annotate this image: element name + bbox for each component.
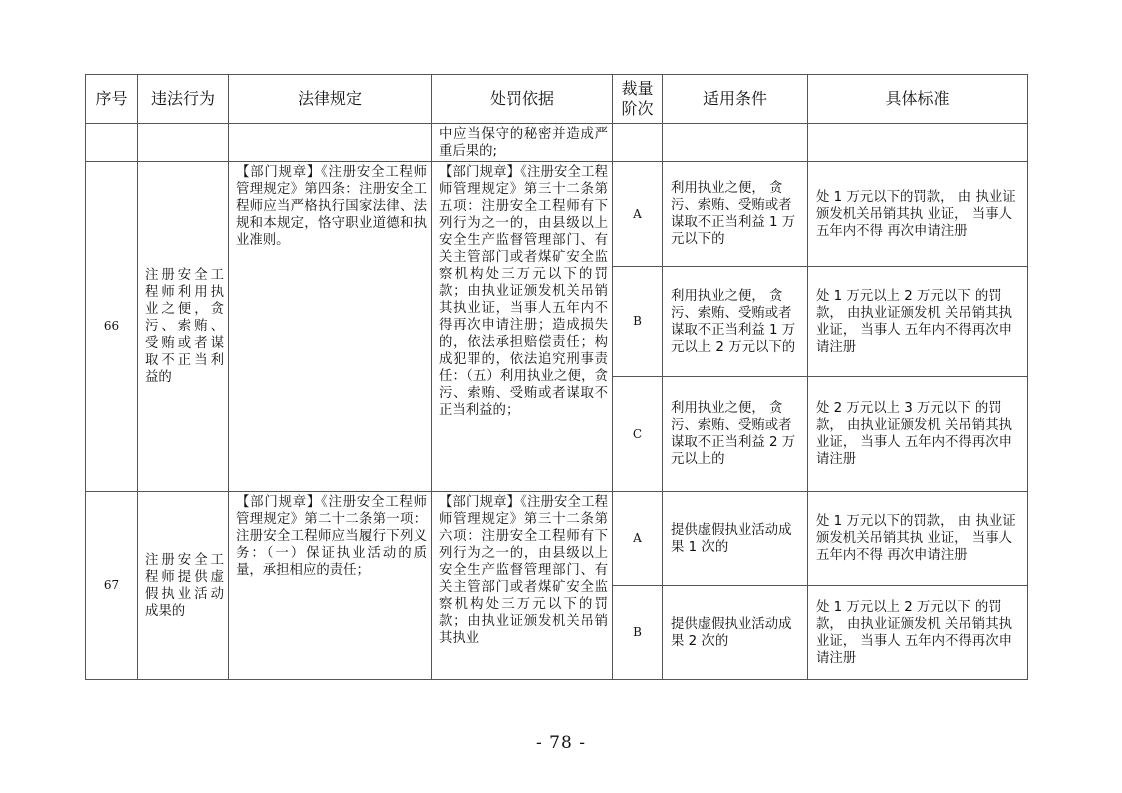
row67-a-cond: 提供虚假执业活动成果 1 次的 xyxy=(663,492,808,586)
row66-law: 【部门规章】《注册安全工程师管理规定》第四条：注册安全工程师应当严格执行国家法律、法规和本规定，恪守职业道德和执业准则。 xyxy=(229,162,432,492)
row66-c-std: 处 2 万元以上 3 万元以下 的罚款， 由执业证颁发机 关吊销其执业证， 当事人 五年内不得再次申请注册 xyxy=(808,377,1028,492)
row66-a-level: A xyxy=(613,162,663,267)
header-no: 序号 xyxy=(86,75,138,124)
row66-b-cond: 利用执业之便， 贪污、索贿、受贿或者谋取不正当利益 1 万元以上 2 万元以下的 xyxy=(663,267,808,377)
header-cond: 适用条件 xyxy=(663,75,808,124)
row66-b-level: B xyxy=(613,267,663,377)
row67-law: 【部门规章】《注册安全工程师管理规定》第二十二条第一项：注册安全工程师应当履行下列义务：（一）保证执业活动的质量，承担相应的责任； xyxy=(229,492,432,680)
header-std: 具体标准 xyxy=(808,75,1028,124)
row67-a-std: 处 1 万元以下的罚款， 由 执业证颁发机关吊销其执 业证， 当事人五年内不得 再次申请注册 xyxy=(808,492,1028,586)
header-row xyxy=(86,75,1028,124)
row66-a-cond: 利用执业之便， 贪污、索贿、受贿或者谋取不正当利益 1 万元以下的 xyxy=(663,162,808,267)
penalty-standards-table xyxy=(85,74,1028,680)
row66-act: 注册安全工程师利用执业之便，贪污、索贿、受贿或者谋取不正当利益的 xyxy=(138,162,229,492)
row66-b-std: 处 1 万元以上 2 万元以下 的罚款， 由执业证颁发机 关吊销其执业证， 当事人 五年内不得再次申请注册 xyxy=(808,267,1028,377)
header-level xyxy=(613,75,663,124)
header-law: 法律规定 xyxy=(229,75,432,124)
table-row-67a xyxy=(86,492,1028,586)
row66-no: 66 xyxy=(86,162,138,492)
row67-b-std: 处 1 万元以上 2 万元以下 的罚款， 由执业证颁发机 关吊销其执业证， 当事人 五年内不得再次申请注册 xyxy=(808,586,1028,680)
header-level-text: 裁量阶次 xyxy=(621,79,654,118)
row67-basis: 【部门规章】《注册安全工程师管理规定》第三十二条第六项：注册安全工程师有下列行为之一的，由县级以上安全生产监督管理部门、有关主管部门或者煤矿安全监察机构处三万元以下的罚款；由执业证颁发机关吊销其执业 xyxy=(432,492,613,680)
header-basis: 处罚依据 xyxy=(432,75,613,124)
row66-basis: 【部门规章】《注册安全工程师管理规定》第三十二条第五项：注册安全工程师有下列行为之一的，由县级以上安全生产监督管理部门、有关主管部门或者煤矿安全监察机构处三万元以下的罚款；由执业证颁发机关吊销其执业证，当事人五年内不得再次申请注册；造成损失的，依法承担赔偿责任；构成犯罪的，依法追究刑事责任：（五）利用执业之便，贪污、索贿、受贿或者谋取不正当利益的； xyxy=(432,162,613,492)
cont-basis: 中应当保守的秘密并造成严重后果的; xyxy=(432,124,613,162)
row66-c-level: C xyxy=(613,377,663,492)
row66-a-std: 处 1 万元以下的罚款， 由 执业证颁发机关吊销其执 业证， 当事人五年内不得 再次申请注册 xyxy=(808,162,1028,267)
row66-c-cond: 利用执业之便， 贪污、索贿、受贿或者谋取不正当利益 2 万元以上的 xyxy=(663,377,808,492)
header-act: 违法行为 xyxy=(138,75,229,124)
page-number: - 78 - xyxy=(536,733,586,753)
row67-no: 67 xyxy=(86,492,138,680)
row67-b-cond: 提供虚假执业活动成果 2 次的 xyxy=(663,586,808,680)
row67-a-level: A xyxy=(613,492,663,586)
table-row-66a xyxy=(86,162,1028,267)
row67-act: 注册安全工程师提供虚假执业活动成果的 xyxy=(138,492,229,680)
table-row-continued xyxy=(86,124,1028,162)
row67-b-level: B xyxy=(613,586,663,680)
